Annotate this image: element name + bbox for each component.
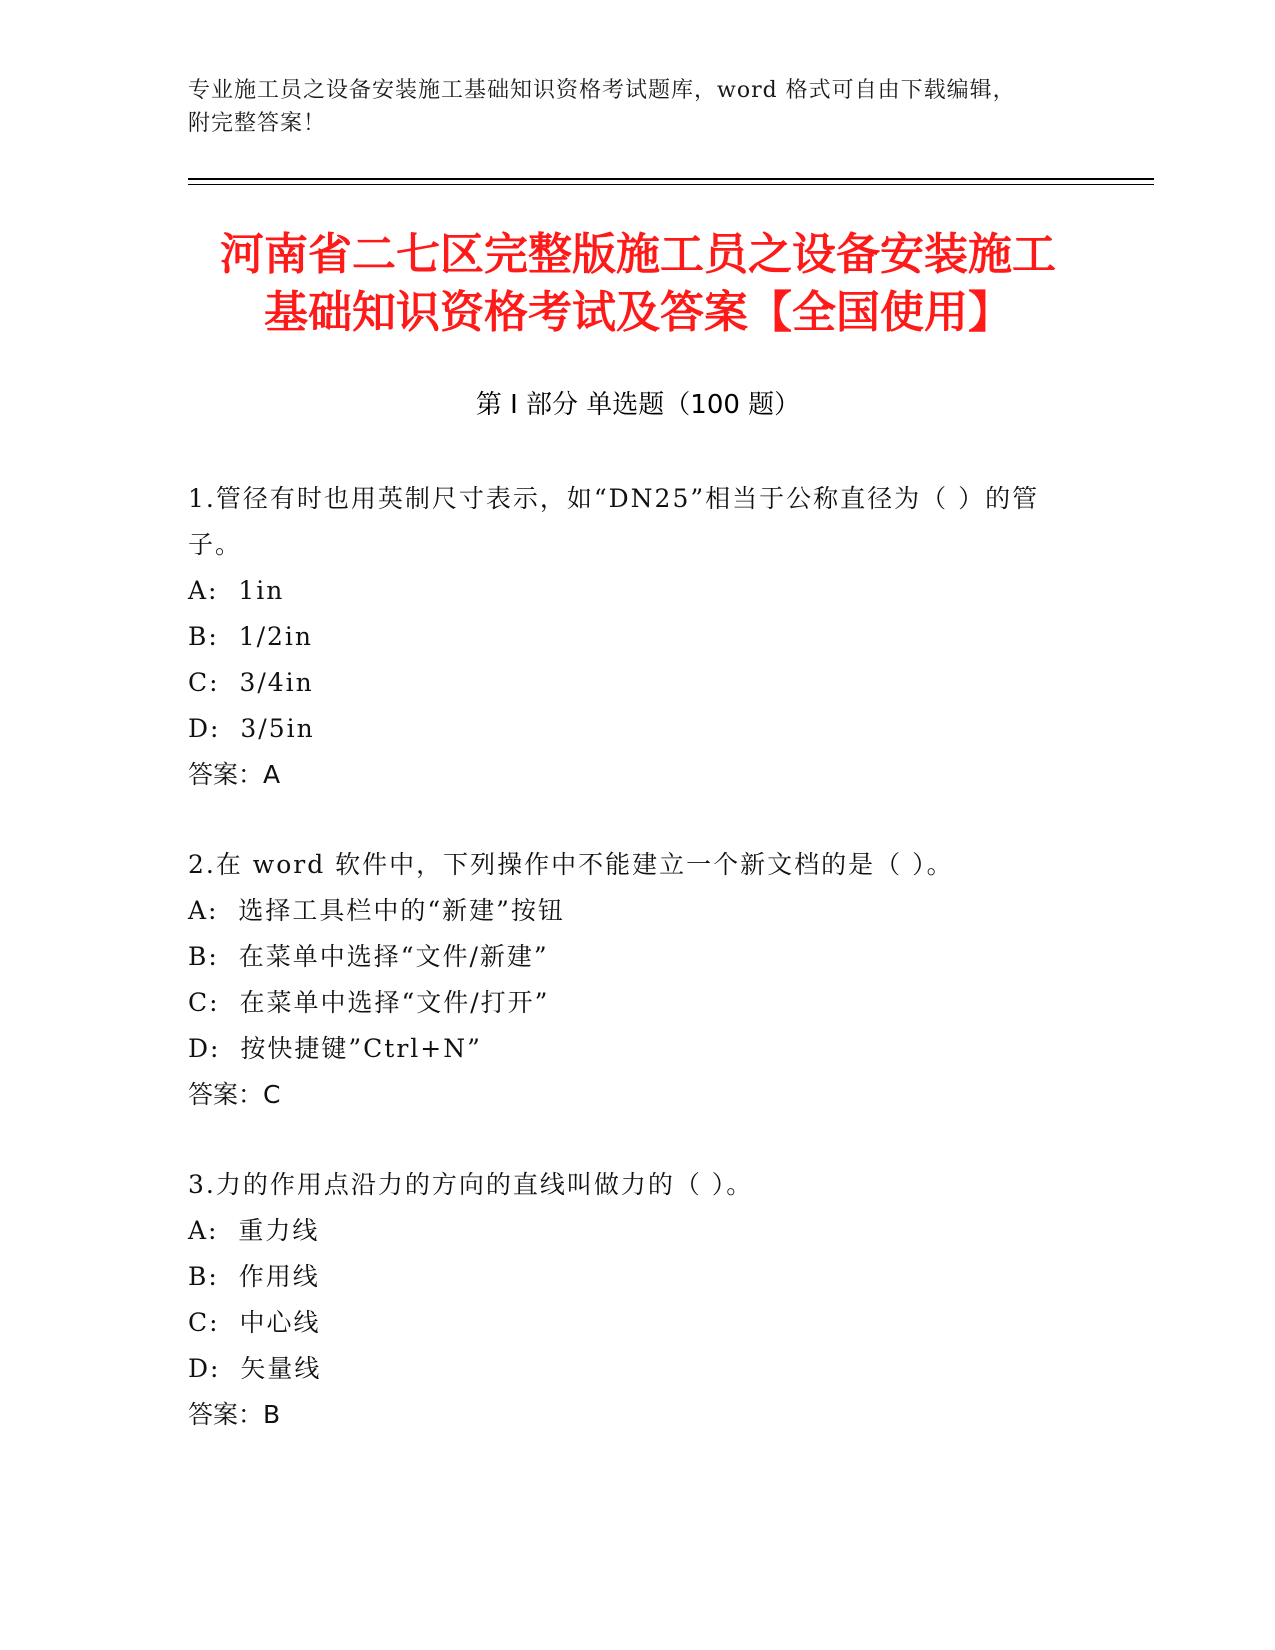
option-a: A: 选择工具栏中的“新建”按钮 (188, 896, 565, 925)
header-note-line-2: 附完整答案！ (188, 111, 327, 136)
answer-line: 答案：C (188, 1080, 281, 1109)
option-d: D: 3/5in (188, 714, 315, 743)
header-divider-thin (188, 184, 1154, 185)
answer-line: 答案：A (188, 760, 281, 789)
document-title (188, 226, 1088, 342)
question-stem: 3.力的作用点沿力的方向的直线叫做力的（ ）。 (188, 1170, 754, 1199)
header-note-line-1: 专业施工员之设备安装施工基础知识资格考试题库，word 格式可自由下载编辑， (188, 78, 1016, 103)
option-b: B: 作用线 (188, 1262, 320, 1291)
document-title-line-1: 河南省二七区完整版施工员之设备安装施工 (220, 229, 1056, 280)
question-list (188, 476, 1088, 1482)
question-2 (188, 842, 1088, 1118)
option-a: A: 重力线 (188, 1216, 320, 1245)
option-d: D: 按快捷键”Ctrl+N” (188, 1034, 482, 1063)
section-heading: 第 I 部分 单选题（100 题） (475, 390, 801, 420)
option-b: B: 在菜单中选择“文件/新建” (188, 942, 549, 971)
option-d: D: 矢量线 (188, 1354, 322, 1383)
option-a: A: 1in (188, 576, 285, 605)
document-title-line-2: 基础知识资格考试及答案【全国使用】 (264, 287, 1012, 338)
header-divider-thick (188, 178, 1154, 180)
question-1 (188, 476, 1088, 798)
option-c: C: 3/4in (188, 668, 314, 697)
answer-line: 答案：B (188, 1400, 281, 1429)
question-3 (188, 1162, 1088, 1438)
option-b: B: 1/2in (188, 622, 314, 651)
option-c: C: 中心线 (188, 1308, 321, 1337)
option-c: C: 在菜单中选择“文件/打开” (188, 988, 550, 1017)
question-stem: 2.在 word 软件中，下列操作中不能建立一个新文档的是（ ）。 (188, 850, 954, 879)
question-stem: 1.管径有时也用英制尺寸表示，如“DN25”相当于公称直径为（ ）的管子。 (188, 484, 1040, 559)
header-note (188, 74, 1088, 140)
